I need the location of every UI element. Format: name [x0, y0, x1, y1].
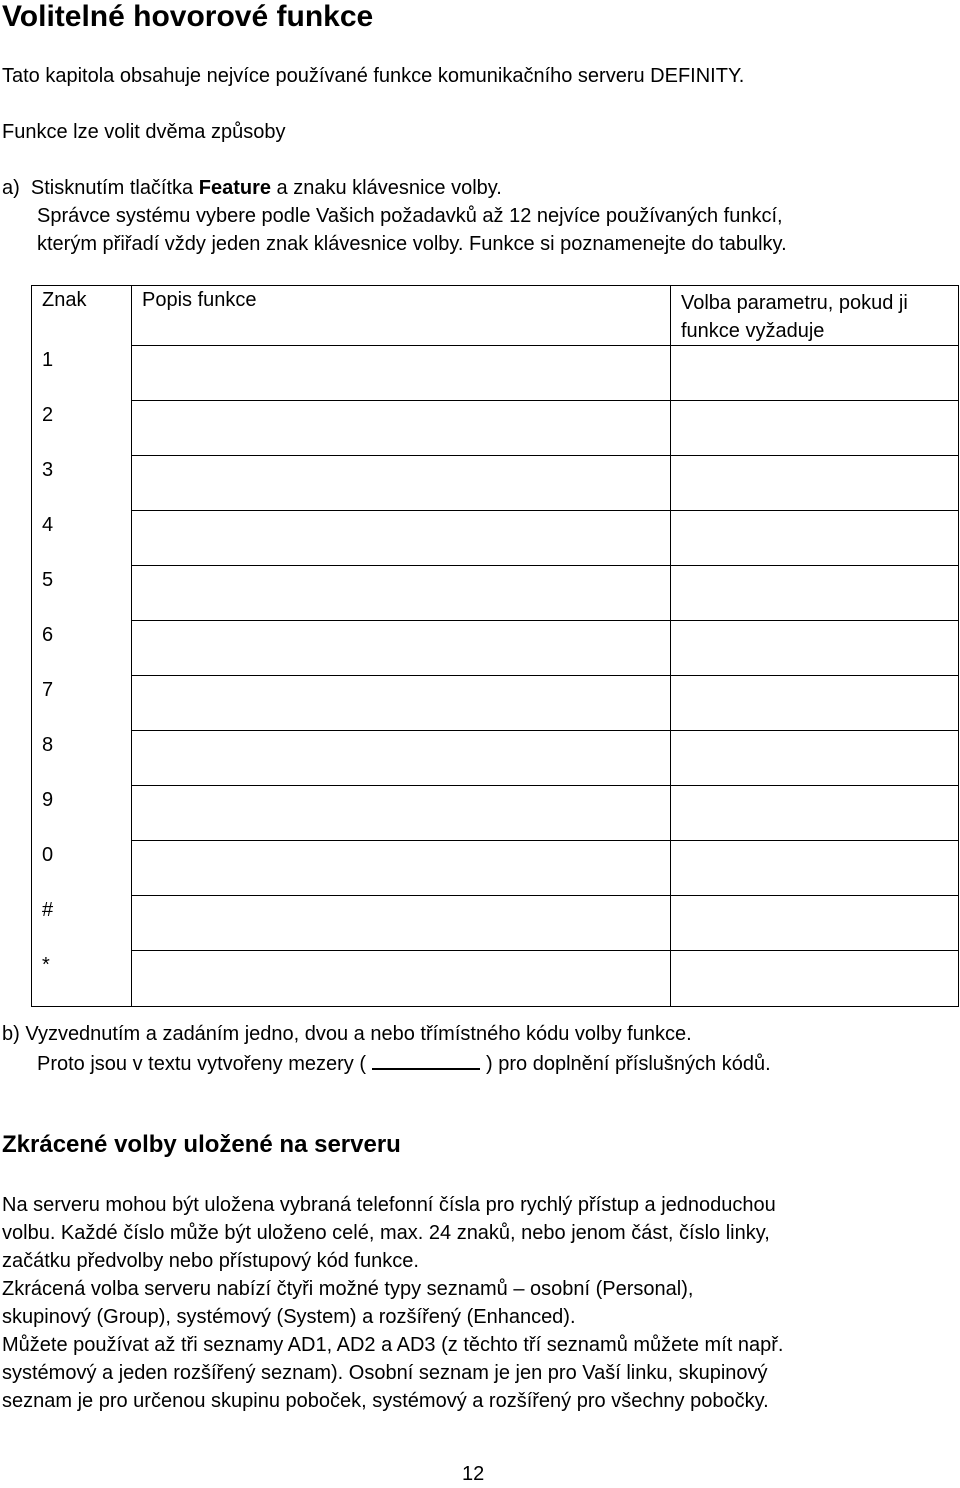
description-cell[interactable] — [132, 346, 671, 401]
description-cell[interactable] — [132, 566, 671, 621]
section-text-line: Zkrácená volba serveru nabízí čtyři možné typy seznamů – osobní (Personal), — [2, 1278, 694, 1300]
row-key: 5 — [32, 566, 132, 621]
description-cell[interactable] — [132, 401, 671, 456]
option-a-prefix: a) Stisknutím tlačítka — [2, 177, 199, 199]
parameter-cell[interactable] — [671, 676, 959, 731]
description-cell[interactable] — [132, 676, 671, 731]
description-cell[interactable] — [132, 731, 671, 786]
option-a-line1 — [2, 174, 502, 202]
intro-text: Tato kapitola obsahuje nejvíce používané funkce komunikačního serveru DEFINITY. — [2, 65, 745, 87]
row-key: 9 — [32, 786, 132, 841]
parameter-cell[interactable] — [671, 456, 959, 511]
row-key: 1 — [32, 346, 132, 401]
ways-text: Funkce lze volit dvěma způsoby — [2, 121, 286, 143]
option-b-line2 — [37, 1048, 771, 1078]
code-blank[interactable] — [372, 1048, 480, 1070]
option-a-line2: Správce systému vybere podle Vašich požadavků až 12 nejvíce používaných funkcí, — [37, 205, 783, 227]
row-key: * — [32, 951, 132, 1007]
option-a-line3: kterým přiřadí vždy jeden znak klávesnice volby. Funkce si poznamenejte do tabulky. — [37, 233, 787, 255]
description-cell[interactable] — [132, 951, 671, 1007]
row-key: 6 — [32, 621, 132, 676]
page-title: Volitelné hovorové funkce — [2, 0, 374, 33]
parameter-cell[interactable] — [671, 951, 959, 1007]
parameter-cell[interactable] — [671, 401, 959, 456]
row-key: 8 — [32, 731, 132, 786]
section-text-line: volbu. Každé číslo může být uloženo celé, max. 24 znaků, nebo jenom část, číslo linky, — [2, 1222, 770, 1244]
parameter-cell[interactable] — [671, 841, 959, 896]
description-cell[interactable] — [132, 841, 671, 896]
parameter-cell[interactable] — [671, 896, 959, 951]
function-table — [31, 285, 959, 1007]
description-cell[interactable] — [132, 511, 671, 566]
parameter-cell[interactable] — [671, 566, 959, 621]
description-cell[interactable] — [132, 786, 671, 841]
description-cell[interactable] — [132, 456, 671, 511]
row-key: 2 — [32, 401, 132, 456]
header-znak: Znak — [32, 286, 132, 346]
header-volba: Volba parametru, pokud ji funkce vyžaduje — [671, 286, 959, 346]
row-key: 7 — [32, 676, 132, 731]
option-b-line1: b) Vyzvednutím a zadáním jedno, dvou a nebo třímístného kódu volby funkce. — [2, 1023, 692, 1045]
parameter-cell[interactable] — [671, 621, 959, 676]
description-cell[interactable] — [132, 896, 671, 951]
description-cell[interactable] — [132, 621, 671, 676]
section-title: Zkrácené volby uložené na serveru — [2, 1131, 401, 1158]
option-b-line2-end: ) pro doplnění příslušných kódů. — [486, 1053, 771, 1075]
parameter-cell[interactable] — [671, 511, 959, 566]
section-text-line: Na serveru mohou být uložena vybraná telefonní čísla pro rychlý přístup a jednoduchou — [2, 1194, 776, 1216]
option-a-suffix: a znaku klávesnice volby. — [270, 177, 502, 199]
row-key: 0 — [32, 841, 132, 896]
option-b-line2-start: Proto jsou v textu vytvořeny mezery ( — [37, 1053, 367, 1075]
section-text-line: systémový a jeden rozšířený seznam). Osobní seznam je jen pro Vaší linku, skupinový — [2, 1362, 768, 1384]
parameter-cell[interactable] — [671, 346, 959, 401]
section-text-line: začátku předvolby nebo přístupový kód funkce. — [2, 1250, 419, 1272]
section-text-line: Můžete používat až tři seznamy AD1, AD2 a AD3 (z těchto tří seznamů můžete mít např. — [2, 1334, 784, 1356]
page-number: 12 — [462, 1463, 485, 1485]
section-text-line: seznam je pro určenou skupinu poboček, systémový a rozšířený pro všechny pobočky. — [2, 1390, 769, 1412]
row-key: 4 — [32, 511, 132, 566]
row-key: 3 — [32, 456, 132, 511]
parameter-cell[interactable] — [671, 731, 959, 786]
feature-keyword: Feature — [198, 177, 271, 199]
header-popis: Popis funkce — [132, 286, 671, 346]
section-text-line: skupinový (Group), systémový (System) a rozšířený (Enhanced). — [2, 1306, 576, 1328]
row-key: # — [32, 896, 132, 951]
parameter-cell[interactable] — [671, 786, 959, 841]
